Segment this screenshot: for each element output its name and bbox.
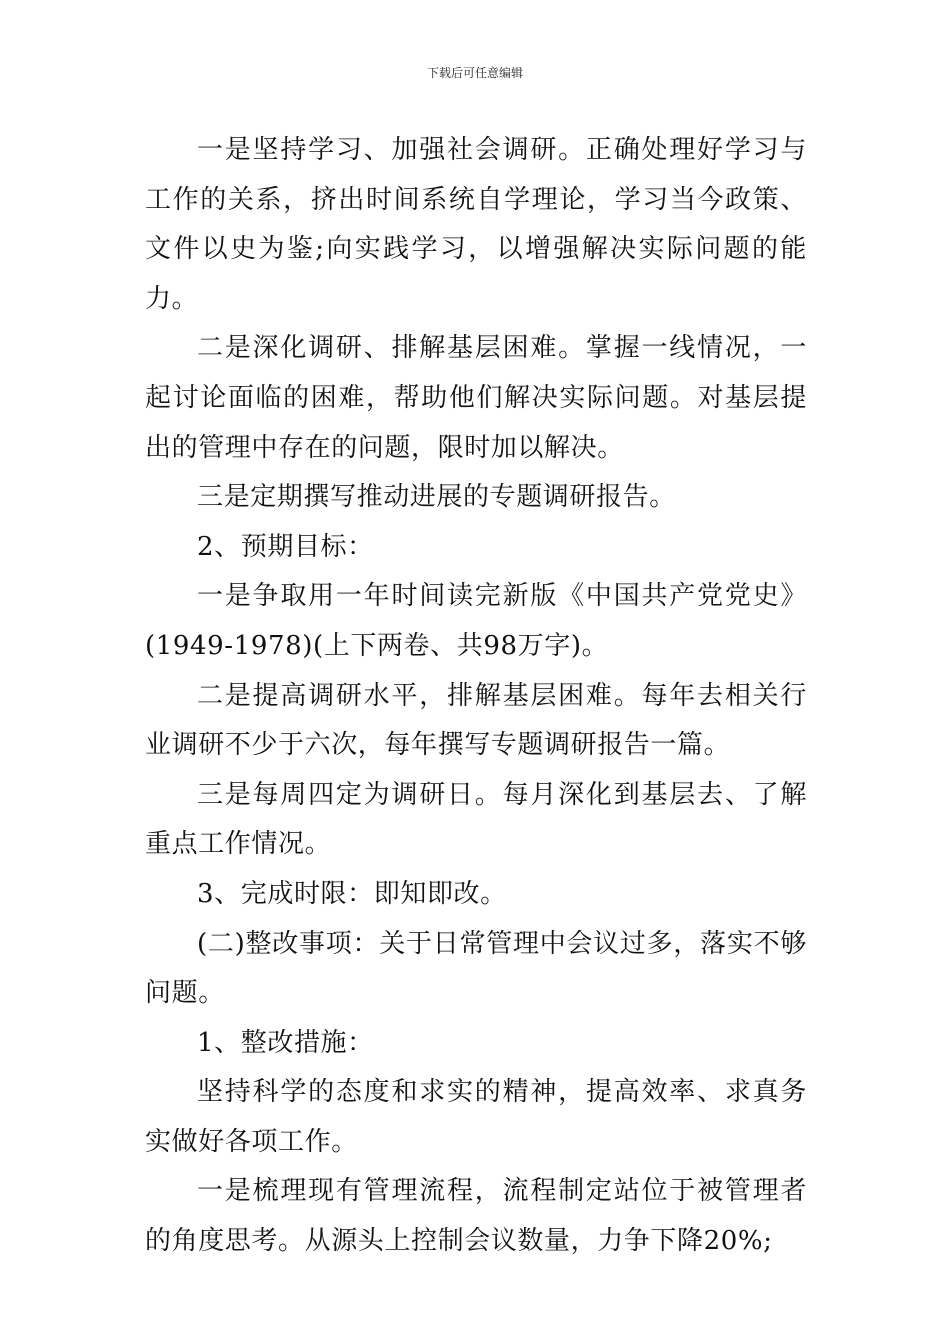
paragraph-read-party-history: 一是争取用一年时间读完新版《中国共产党党史》(1949-1978)(上下两卷、共98万字)。	[145, 581, 807, 661]
section-heading-deadline: 3、完成时限：即知即改。	[197, 878, 507, 909]
document-body	[145, 126, 807, 1267]
section-heading-expected-goals: 2、预期目标：	[197, 531, 374, 562]
paragraph-study-research: 一是坚持学习、加强社会调研。正确处理好学习与工作的关系，挤出时间系统自学理论，学习当今政策、文件以史为鉴;向实践学习，以增强解决实际问题的能力。	[145, 135, 807, 314]
paragraph-improve-research: 二是提高调研水平，排解基层困难。每年去相关行业调研不少于六次，每年撰写专题调研报告一篇。	[145, 680, 807, 761]
paragraph-rectification-item: (二)整改事项：关于日常管理中会议过多，落实不够问题。	[145, 928, 807, 1009]
paragraph-deepen-research: 二是深化调研、排解基层困难。掌握一线情况，一起讨论面临的困难，帮助他们解决实际问题。对基层提出的管理中存在的问题，限时加以解决。	[145, 333, 807, 463]
paragraph-research-day: 三是每周四定为调研日。每月深化到基层去、了解重点工作情况。	[145, 779, 807, 860]
section-heading-measures: 1、整改措施：	[197, 1027, 374, 1058]
paragraph-scientific-attitude: 坚持科学的态度和求实的精神，提高效率、求真务实做好各项工作。	[145, 1077, 807, 1157]
page-header: 下载后可任意编辑	[426, 66, 523, 80]
paragraph-streamline-process: 一是梳理现有管理流程，流程制定站位于被管理者的角度思考。从源头上控制会议数量，力争下降20%;	[145, 1176, 807, 1257]
paragraph-research-report: 三是定期撰写推动进展的专题调研报告。	[197, 482, 676, 513]
